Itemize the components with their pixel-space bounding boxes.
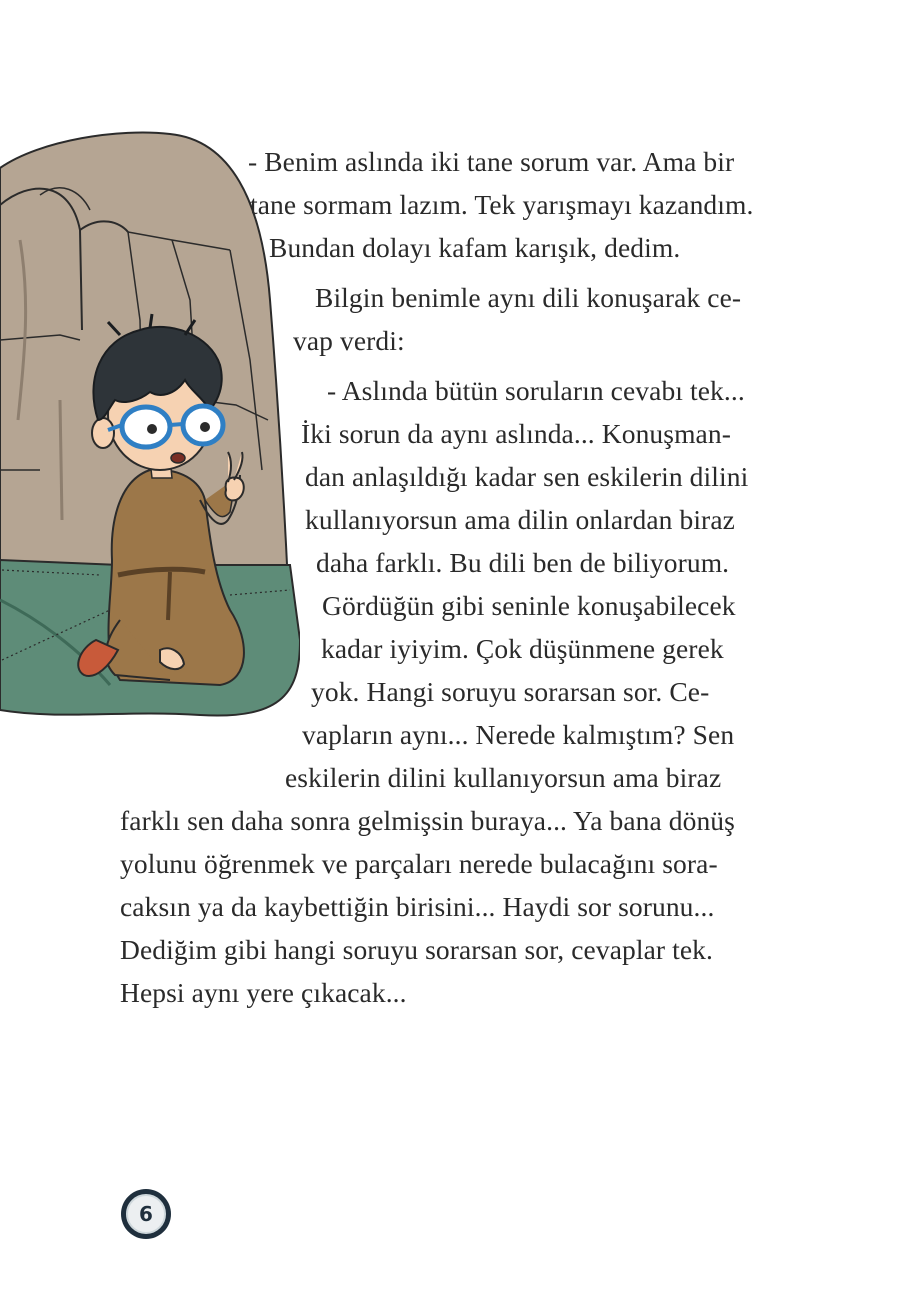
text-line: - Aslında bütün soruların cevabı tek... bbox=[327, 375, 745, 406]
text-line: - Benim aslında iki tane sorum var. Ama bir bbox=[248, 146, 735, 177]
text-line: Bilgin benimle aynı dili konuşarak ce- bbox=[315, 282, 742, 313]
text-line: yolunu öğrenmek ve parçaları nerede bulacağını sora- bbox=[120, 848, 718, 879]
page-number-badge bbox=[121, 1189, 171, 1239]
text-line: eskilerin dilini kullanıyorsun ama biraz bbox=[285, 762, 722, 793]
text-line: vap verdi: bbox=[293, 325, 405, 356]
text-line: kadar iyiyim. Çok düşünmene gerek bbox=[321, 633, 724, 664]
text-line: yok. Hangi soruyu sorarsan sor. Ce- bbox=[311, 676, 710, 707]
text-line: Gördüğün gibi seninle konuşabilecek bbox=[322, 590, 736, 621]
text-line: Dediğim gibi hangi soruyu sorarsan sor, cevaplar tek. bbox=[120, 934, 714, 965]
text-line: tane sormam lazım. Tek yarışmayı kazandım. bbox=[250, 189, 754, 220]
text-line: caksın ya da kaybettiğin birisini... Haydi sor sorunu... bbox=[120, 891, 715, 922]
page-number: 6 bbox=[126, 1194, 166, 1234]
text-line: kullanıyorsun ama dilin onlardan biraz bbox=[305, 504, 735, 535]
text-line: vapların aynı... Nerede kalmıştım? Sen bbox=[302, 719, 735, 750]
text-line: farklı sen daha sonra gelmişsin buraya... Ya bana dönüş bbox=[120, 805, 735, 836]
text-line: İki sorun da aynı aslında... Konuşman- bbox=[301, 418, 731, 449]
text-line: daha farklı. Bu dili ben de biliyorum. bbox=[316, 547, 730, 578]
text-line: Hepsi aynı yere çıkacak... bbox=[120, 977, 407, 1008]
text-line: Bundan dolayı kafam karışık, dedim. bbox=[269, 232, 681, 263]
text-line: dan anlaşıldığı kadar sen eskilerin dilini bbox=[305, 461, 749, 492]
